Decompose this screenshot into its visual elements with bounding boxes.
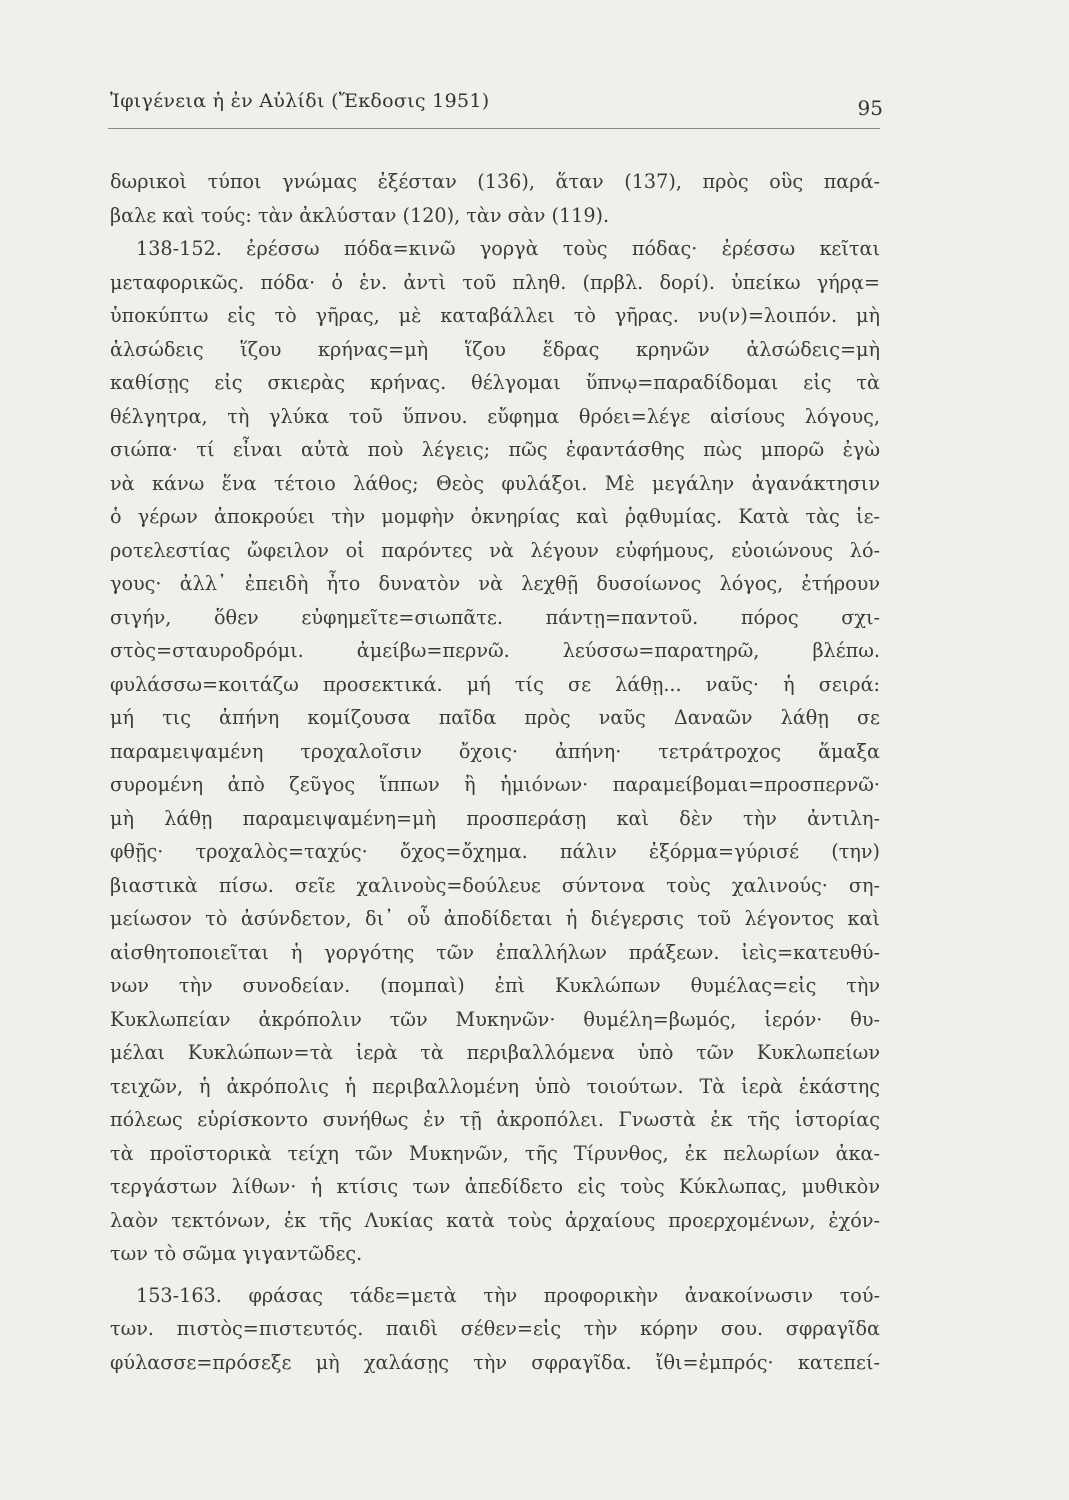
commentary-text xyxy=(110,165,880,1379)
text-line: νὰ κάνω ἕνα τέτοιο λάθος; Θεὸς φυλάξοι. Μὲ μεγάλην ἀγανάκτησιν xyxy=(110,471,880,495)
text-line: Κυκλωπείαν ἀκρόπολιν τῶν Μυκηνῶν· θυμέλη=βωμός, ἱερόν· θυ- xyxy=(110,1007,880,1031)
text-line: σιώπα· τί εἶναι αὐτὰ ποὺ λέγεις; πῶς ἐφαντάσθης πὼς μπορῶ ἐγὼ xyxy=(110,438,880,461)
text-line: ὁ γέρων ἀποκρούει τὴν μομφὴν ὀκνηρίας καὶ ῥᾳθυμίας. Κατὰ τὰς ἱε- xyxy=(110,505,880,528)
text-line: δωρικοὶ τύποι γνώμας ἐξέσταν (136), ἅταν (137), πρὸς οὓς παρά- xyxy=(110,170,880,193)
text-line: τὰ προϊστορικὰ τείχη τῶν Μυκηνῶν, τῆς Τίρυνθος, ἐκ πελωρίων ἀκα- xyxy=(110,1141,880,1165)
text-line: φυλάσσω=κοιτάζω προσεκτικά. μή τίς σε λάθῃ... ναῦς· ἡ σειρά: xyxy=(110,672,880,696)
text-line: μή τις ἀπήνη κομίζουσα παῖδα πρὸς ναῦς Δαναῶν λάθῃ σε xyxy=(110,706,880,729)
text-line: ἀλσώδεις ἵζου κρήνας=μὴ ἵζου ἕδρας κρηνῶν ἀλσώδεις=μὴ xyxy=(110,337,880,361)
text-line: βιαστικὰ πίσω. σεῖε χαλινοὺς=δούλευε σύντονα τοὺς χαλινούς· ση- xyxy=(110,873,880,897)
running-head: Ἰφιγένεια ἡ ἐν Αὐλίδι (Ἔκδοσις 1951) xyxy=(110,90,490,112)
text-line: πόλεως εὑρίσκοντο συνήθως ἐν τῇ ἀκροπόλει. Γνωστὰ ἐκ τῆς ἱστορίας xyxy=(110,1108,880,1131)
text-line: καθίσῃς εἰς σκιερὰς κρήνας. θέλγομαι ὕπνῳ=παραδίδομαι εἰς τὰ xyxy=(110,371,880,394)
text-line: τειχῶν, ἡ ἀκρόπολις ἡ περιβαλλομένη ὑπὸ τοιούτων. Τὰ ἱερὰ ἑκάστης xyxy=(110,1074,880,1098)
text-line: νων τὴν συνοδείαν. (πομπαὶ) ἐπὶ Κυκλώπων θυμέλας=εἰς τὴν xyxy=(110,974,880,997)
text-line: στὸς=σταυροδρόμι. ἀμείβω=περνῶ. λεύσσω=παρατηρῶ, βλέπω. xyxy=(110,639,880,662)
text-line: 153-163. φράσας τάδε=μετὰ τὴν προφορικὴν ἀνακοίνωσιν τού- xyxy=(136,1283,880,1307)
text-line: βαλε καὶ τούς: τὰν ἀκλύσταν (120), τὰν σὰν (119). xyxy=(110,203,610,227)
text-line: αἰσθητοποιεῖται ἡ γοργότης τῶν ἐπαλλήλων πράξεων. ἰεὶς=κατευθύ- xyxy=(110,940,880,964)
text-line: τεργάστων λίθων· ἡ κτίσις των ἀπεδίδετο εἰς τοὺς Κύκλωπας, μυθικὸν xyxy=(110,1175,880,1198)
text-line: ὑποκύπτω εἰς τὸ γῆρας, μὲ καταβάλλει τὸ γῆρας. νυ(ν)=λοιπόν. μὴ xyxy=(110,304,880,327)
text-line: παραμειψαμένη τροχαλοῖσιν ὄχοις· ἀπήνη· τετράτροχος ἅμαξα xyxy=(110,739,880,763)
text-line: φύλασσε=πρόσεξε μὴ χαλάσῃς τὴν σφραγῖδα. ἴθι=ἐμπρός· κατεπεί- xyxy=(110,1350,880,1374)
page-number: 95 xyxy=(857,96,883,120)
text-line: των. πιστὸς=πιστευτός. παιδὶ σέθεν=εἰς τὴν κόρην σου. σφραγῖδα xyxy=(110,1317,880,1340)
text-line: μὴ λάθῃ παραμειψαμένη=μὴ προσπεράσῃ καὶ δὲν τὴν ἀντιλη- xyxy=(110,806,880,830)
text-line: συρομένη ἀπὸ ζεῦγος ἵππων ἢ ἡμιόνων· παραμείβομαι=προσπερνῶ· xyxy=(110,773,880,796)
page-header xyxy=(108,90,883,130)
text-line: θέλγητρα, τὴ γλύκα τοῦ ὕπνου. εὔφημα θρόει=λέγε αἰσίους λόγους, xyxy=(110,404,880,428)
text-line: λαὸν τεκτόνων, ἐκ τῆς Λυκίας κατὰ τοὺς ἀρχαίους προερχομένων, ἐχόν- xyxy=(110,1208,880,1232)
text-line: φθῇς· τροχαλὸς=ταχύς· ὄχος=ὄχημα. πάλιν ἐξόρμα=γύρισέ (την) xyxy=(110,840,880,863)
text-line: σιγήν, ὅθεν εὐφημεῖτε=σιωπᾶτε. πάντῃ=παντοῦ. πόρος σχι- xyxy=(110,605,880,629)
text-line: μεταφορικῶς. πόδα· ὁ ἑν. ἀντὶ τοῦ πληθ. (πρβλ. δορί). ὑπείκω γήρᾳ= xyxy=(110,270,880,294)
text-line: μείωσον τὸ ἀσύνδετον, δι᾽ οὗ ἀποδίδεται ἡ διέγερσις τοῦ λέγοντος καὶ xyxy=(110,907,880,930)
header-rule xyxy=(108,128,880,129)
text-line: μέλαι Κυκλώπων=τὰ ἱερὰ τὰ περιβαλλόμενα ὑπὸ τῶν Κυκλωπείων xyxy=(110,1041,880,1064)
text-line: 138-152. ἐρέσσω πόδα=κινῶ γοργὰ τοὺς πόδας· ἐρέσσω κεῖται xyxy=(136,237,880,260)
text-line: ροτελεστίας ὤφειλον οἱ παρόντες νὰ λέγουν εὐφήμους, εὐοιώνους λό- xyxy=(110,538,880,562)
text-line: γους· ἀλλ᾽ ἐπειδὴ ἦτο δυνατὸν νὰ λεχθῇ δυσοίωνος λόγος, ἐτήρουν xyxy=(110,572,880,595)
text-line: των τὸ σῶμα γιγαντῶδες. xyxy=(110,1242,363,1265)
